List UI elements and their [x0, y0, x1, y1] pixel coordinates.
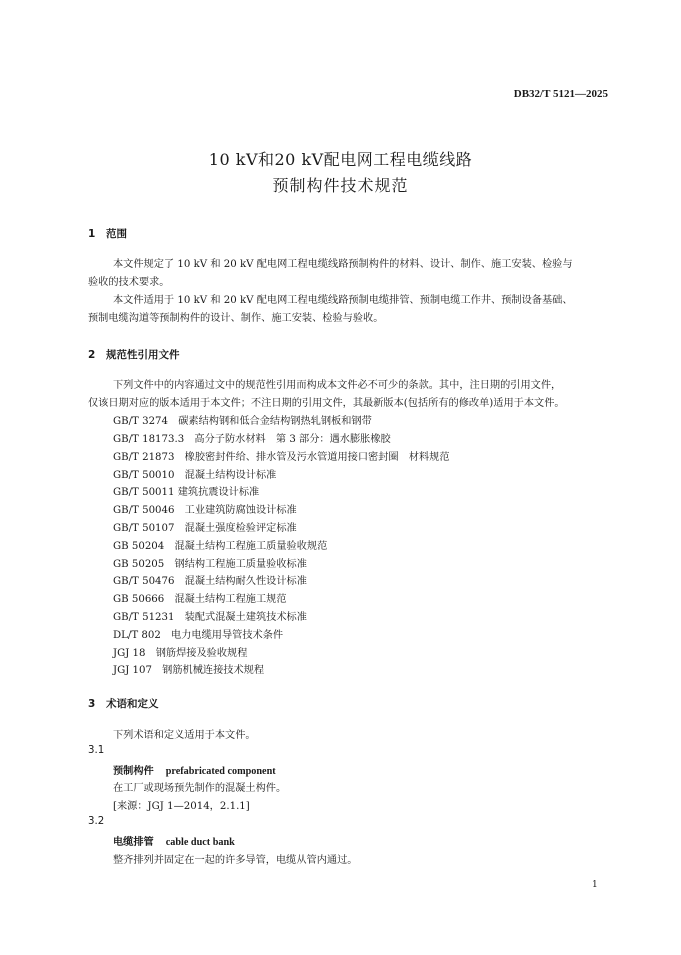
section-heading-normative-references: [88, 347, 180, 362]
scope-paragraph-2-line-2: 预制电缆沟道等预制构件的设计、制作、施工安装、检验与验收。: [88, 313, 384, 324]
reference-item: GB 50204 混凝土结构工程施工质量验收规范: [113, 541, 328, 552]
reference-item: GB/T 3274 碳素结构钢和低合金结构钢热轧钢板和钢带: [113, 416, 372, 427]
section-number: 1: [88, 228, 96, 240]
clause-number: 3.2: [88, 816, 105, 827]
reference-item: DL/T 802 电力电缆用导管技术条件: [113, 630, 284, 641]
reference-item: GB/T 50476 混凝土结构耐久性设计标准: [113, 576, 307, 587]
section-heading-terms: [88, 696, 159, 711]
document-title-line-2: 预制构件技术规范: [272, 176, 409, 195]
terms-intro: 下列术语和定义适用于本文件。: [113, 730, 256, 741]
document-title-line-1: 10 kV和20 kV配电网工程电缆线路: [208, 150, 473, 169]
reference-item: JGJ 107 钢筋机械连接技术规程: [113, 665, 265, 676]
section-number: 2: [88, 349, 96, 361]
reference-item: GB/T 50046 工业建筑防腐蚀设计标准: [113, 505, 297, 516]
term-entry: [113, 762, 276, 777]
reference-item: GB 50205 钢结构工程施工质量验收标准: [113, 559, 307, 570]
clause-number: 3.1: [88, 745, 105, 756]
term-chinese: 预制构件: [113, 766, 154, 777]
term-definition: 在工厂或现场预先制作的混凝土构件。: [113, 783, 287, 794]
reference-item: GB/T 50107 混凝土强度检验评定标准: [113, 523, 297, 534]
section-title: 规范性引用文件: [106, 349, 180, 361]
standard-code: DB32/T 5121—2025: [513, 88, 608, 100]
reference-item: GB 50666 混凝土结构工程施工规范: [113, 594, 287, 605]
section-title: 范围: [106, 228, 127, 240]
term-source: [来源：JGJ 1—2014，2.1.1]: [113, 801, 250, 812]
section-number: 3: [88, 698, 96, 710]
reference-item: GB/T 51231 装配式混凝土建筑技术标准: [113, 612, 307, 623]
section-heading-scope: [88, 226, 127, 241]
reference-item: GB/T 18173.3 高分子防水材料 第 3 部分：遇水膨胀橡胶: [113, 434, 391, 445]
reference-item: GB/T 50011 建筑抗震设计标准: [113, 487, 260, 498]
references-intro-line-1: 下列文件中的内容通过文中的规范性引用而构成本文件必不可少的条款。其中，注日期的引用文件，: [113, 380, 562, 391]
scope-paragraph-2-line-1: 本文件适用于 10 kV 和 20 kV 配电网工程电缆线路预制电缆排管、预制电缆工作井、预制设备基础、: [113, 295, 573, 306]
reference-item: JGJ 18 钢筋焊接及验收规程: [113, 648, 248, 659]
reference-item: GB/T 21873 橡胶密封件给、排水管及污水管道用接口密封圈 材料规范: [113, 452, 450, 463]
term-english: prefabricated component: [165, 766, 276, 777]
scope-paragraph-1-line-1: 本文件规定了 10 kV 和 20 kV 配电网工程电缆线路预制构件的材料、设计、制作、施工安装、检验与: [113, 259, 573, 270]
scope-paragraph-1-line-2: 验收的技术要求。: [88, 277, 170, 288]
term-definition: 整齐排列并固定在一起的许多导管，电缆从管内通过。: [113, 855, 358, 866]
term-english: cable duct bank: [165, 837, 235, 848]
page-number: 1: [592, 880, 598, 890]
reference-item: GB/T 50010 混凝土结构设计标准: [113, 470, 277, 481]
section-title: 术语和定义: [106, 698, 159, 710]
term-entry: [113, 833, 235, 848]
term-chinese: 电缆排管: [113, 837, 154, 848]
references-intro-line-2: 仅该日期对应的版本适用于本文件；不注日期的引用文件，其最新版本(包括所有的修改单)适用于本文件。: [88, 398, 565, 409]
